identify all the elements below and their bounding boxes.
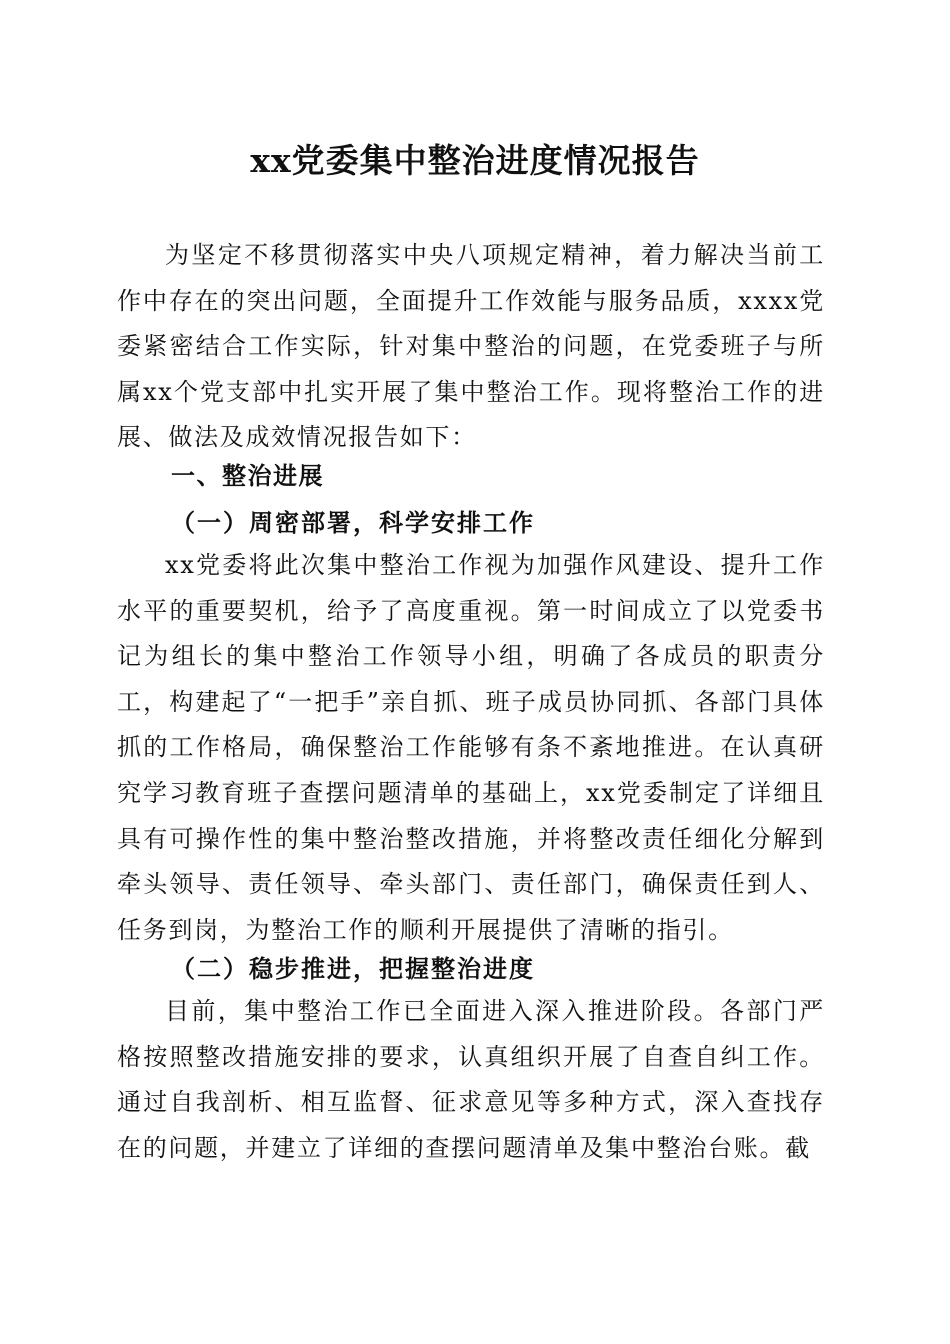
- subsection-heading-advancement: （二）稳步推进，把握整治进度: [171, 954, 535, 983]
- intro-paragraph: 为坚定不移贯彻落实中央八项规定精神，着力解决当前工作中存在的突出问题，全面提升工作效能与服务品质，xxxx党委紧密结合工作实际，针对集中整治的问题，在党委班子与所属xx个党支部中扎实开展了集中整治工作。现将整治工作的进展、做法及成效情况报告如下：: [117, 241, 825, 452]
- deployment-paragraph: xx党委将此次集中整治工作视为加强作风建设、提升工作水平的重要契机，给予了高度重视。第一时间成立了以党委书记为组长的集中整治工作领导小组，明确了各成员的职责分工，构建起了“一把手”亲自抓、班子成员协同抓、各部门具体抓的工作格局，确保整治工作能够有条不紊地推进。在认真研究学习教育班子查摆问题清单的基础上，xx党委制定了详细且具有可操作性的集中整治整改措施，并将整改责任细化分解到牵头领导、责任领导、牵头部门、责任部门，确保责任到人、任务到岗，为整治工作的顺利开展提供了清晰的指引。: [117, 551, 825, 944]
- section-heading-progress: 一、整治进展: [171, 462, 324, 490]
- document-title: xx党委集中整治进度情况报告: [250, 141, 700, 180]
- subsection-heading-deployment: （一）周密部署，科学安排工作: [171, 508, 535, 537]
- advancement-paragraph: 目前，集中整治工作已全面进入深入推进阶段。各部门严格按照整改措施安排的要求，认真组织开展了自查自纠工作。通过自我剖析、相互监督、征求意见等多种方式，深入查找存在的问题，并建立了详细的查摆问题清单及集中整治台账。截: [117, 997, 825, 1162]
